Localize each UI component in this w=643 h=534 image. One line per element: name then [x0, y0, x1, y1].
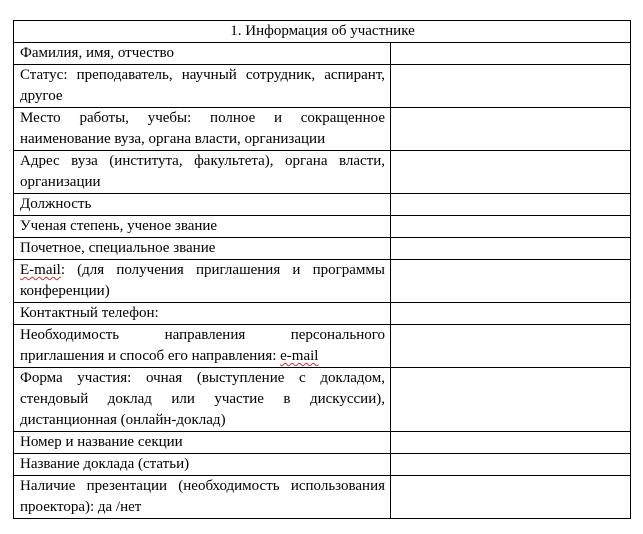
- invitation-description: Необходимость направления персонального приглашения и способ его направления:: [20, 327, 385, 364]
- row-value-full-name[interactable]: [391, 43, 631, 65]
- row-value-section[interactable]: [391, 432, 631, 454]
- table-row: [14, 476, 631, 519]
- row-value-position[interactable]: [391, 194, 631, 216]
- table-row: [14, 108, 631, 151]
- row-value-phone[interactable]: [391, 303, 631, 325]
- table-header-row: [14, 21, 631, 43]
- row-value-presentation[interactable]: [391, 476, 631, 519]
- row-value-honorary-title[interactable]: [391, 238, 631, 260]
- row-label-academic-degree: Ученая степень, ученое звание: [14, 216, 391, 238]
- row-value-report-title[interactable]: [391, 454, 631, 476]
- invitation-email-word: e-mail: [280, 348, 319, 364]
- table-row: [14, 368, 631, 432]
- row-value-email[interactable]: [391, 260, 631, 303]
- row-value-workplace[interactable]: [391, 108, 631, 151]
- row-label-presentation: Наличие презентации (необходимость использования проектора): да /нет: [14, 476, 391, 519]
- row-value-address[interactable]: [391, 151, 631, 194]
- table-row: [14, 432, 631, 454]
- row-value-academic-degree[interactable]: [391, 216, 631, 238]
- table-row: [14, 43, 631, 65]
- row-label-section: Номер и название секции: [14, 432, 391, 454]
- row-label-status: Статус: преподаватель, научный сотрудник, аспирант, другое: [14, 65, 391, 108]
- table-row: [14, 325, 631, 368]
- row-label-address: Адрес вуза (института, факультета), органа власти, организации: [14, 151, 391, 194]
- table-row: [14, 194, 631, 216]
- row-label-invitation: [14, 325, 391, 368]
- table-row: [14, 260, 631, 303]
- email-word: E-mail: [20, 262, 61, 278]
- email-description: : (для получения приглашения и программы конференции): [20, 262, 385, 299]
- row-label-honorary-title: Почетное, специальное звание: [14, 238, 391, 260]
- table-row: [14, 151, 631, 194]
- table-row: [14, 65, 631, 108]
- row-value-status[interactable]: [391, 65, 631, 108]
- row-label-workplace: Место работы, учебы: полное и сокращенное наименование вуза, органа власти, организации: [14, 108, 391, 151]
- row-label-participation-form: Форма участия: очная (выступление с докладом, стендовый доклад или участие в дискуссии), дистанционная (онлайн-доклад): [14, 368, 391, 432]
- row-label-phone: Контактный телефон:: [14, 303, 391, 325]
- table-heading: 1. Информация об участнике: [14, 21, 631, 43]
- table-row: [14, 303, 631, 325]
- row-label-position: Должность: [14, 194, 391, 216]
- table-row: [14, 238, 631, 260]
- row-label-report-title: Название доклада (статьи): [14, 454, 391, 476]
- row-label-full-name: Фамилия, имя, отчество: [14, 43, 391, 65]
- participant-info-table: [13, 20, 631, 519]
- table-row: [14, 216, 631, 238]
- row-value-invitation[interactable]: [391, 325, 631, 368]
- table-row: [14, 454, 631, 476]
- row-value-participation-form[interactable]: [391, 368, 631, 432]
- row-label-email: [14, 260, 391, 303]
